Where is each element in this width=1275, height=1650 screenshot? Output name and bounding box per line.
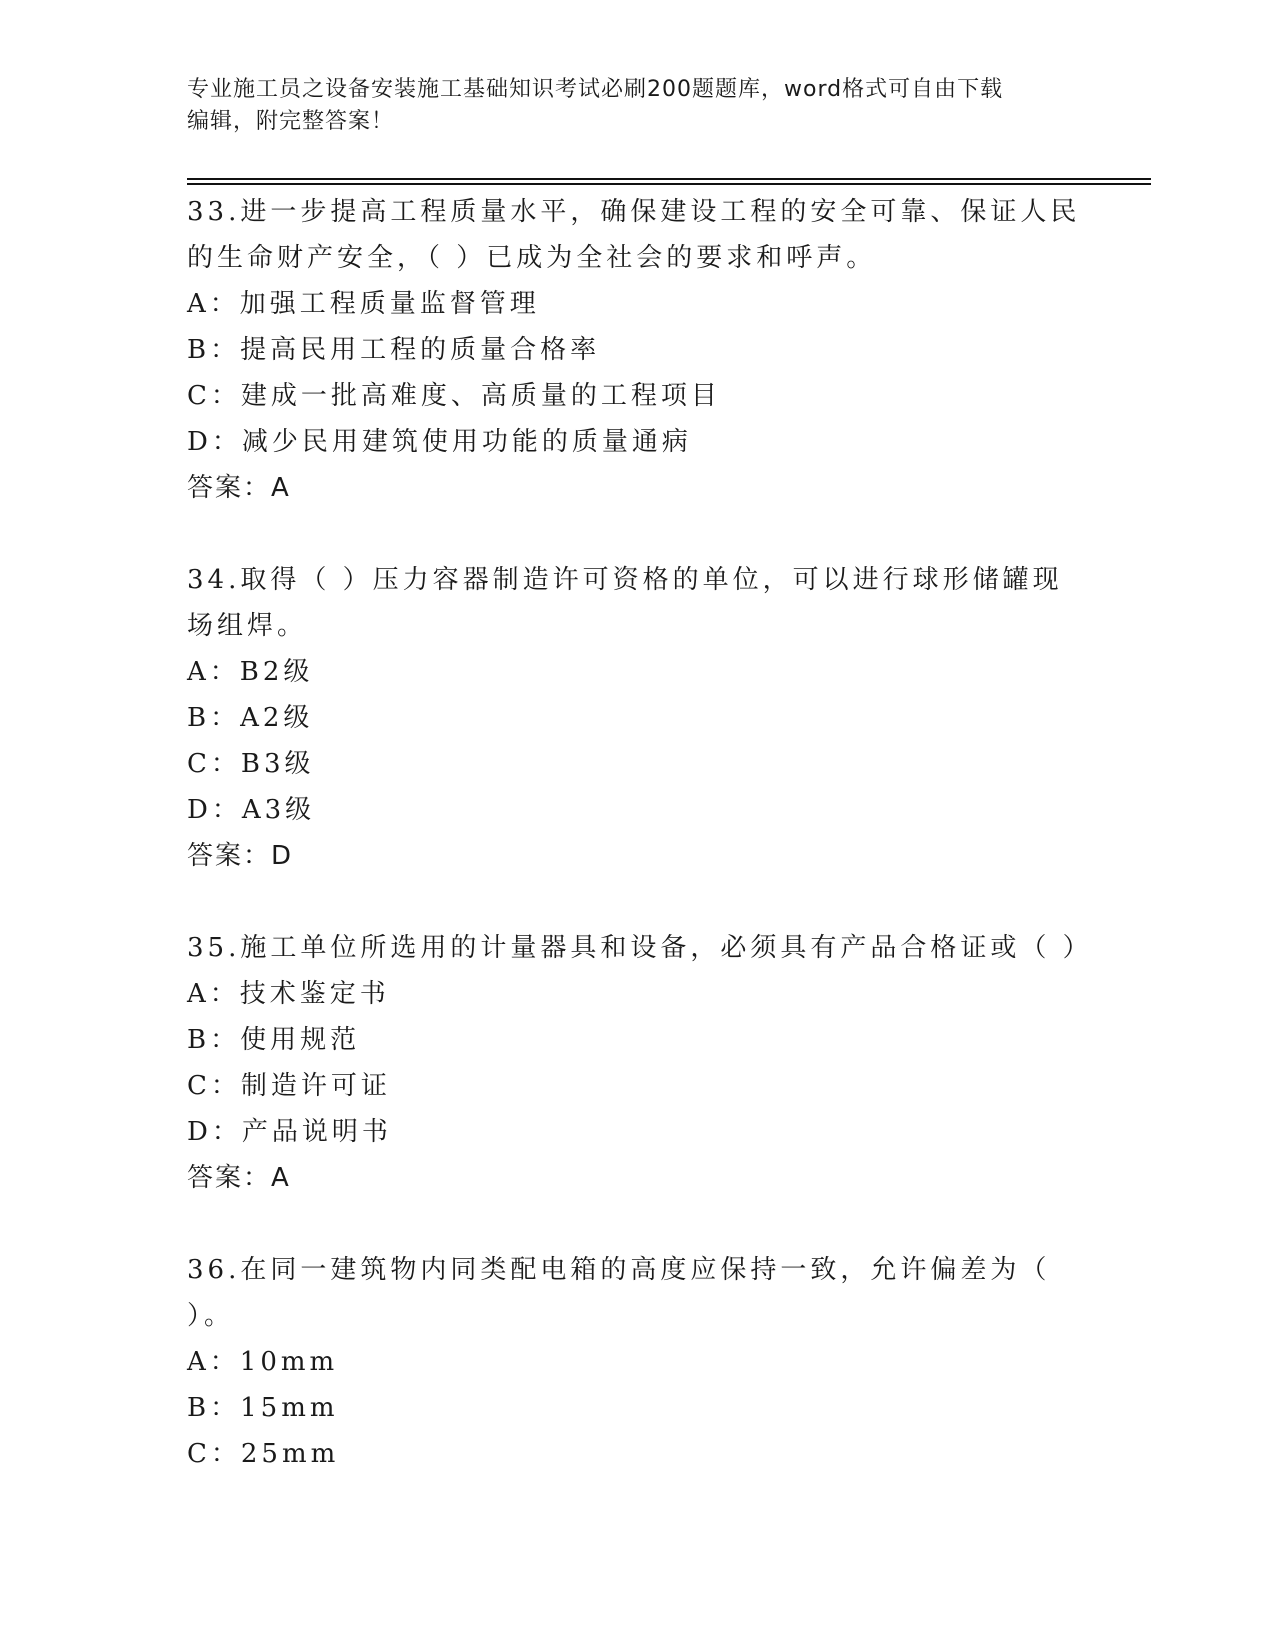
question-list xyxy=(187,189,1093,1523)
question-stem: 33.进一步提高工程质量水平，确保建设工程的安全可靠、保证人民的生命财产安全，（ ）已成为全社会的要求和呼声。 xyxy=(187,197,1081,273)
option-c: C：25mm xyxy=(187,1439,340,1469)
question-stem: 35.施工单位所选用的计量器具和设备，必须具有产品合格证或（ ） xyxy=(187,933,1093,963)
option-b: B：A2级 xyxy=(187,703,314,733)
header-divider-bottom xyxy=(187,183,1151,185)
option-d: D：减少民用建筑使用功能的质量通病 xyxy=(187,427,692,457)
header-title-line-2: 编辑，附完整答案！ xyxy=(187,109,395,134)
option-c: C：制造许可证 xyxy=(187,1071,391,1101)
option-c: C：B3级 xyxy=(187,749,315,779)
question-34 xyxy=(187,557,1087,879)
option-a: A：B2级 xyxy=(187,657,314,687)
option-c: C：建成一批高难度、高质量的工程项目 xyxy=(187,381,721,411)
option-b: B：使用规范 xyxy=(187,1025,361,1055)
answer-line: 答案：A xyxy=(187,473,291,503)
question-33 xyxy=(187,189,1087,511)
header-divider-top xyxy=(187,178,1151,180)
question-36 xyxy=(187,1247,1087,1477)
question-stem: 36.在同一建筑物内同类配电箱的高度应保持一致，允许偏差为（ ）。 xyxy=(187,1255,1051,1331)
answer-line: 答案：D xyxy=(187,841,294,871)
option-a: A：加强工程质量监督管理 xyxy=(187,289,540,319)
answer-line: 答案：A xyxy=(187,1163,291,1193)
option-a: A：10mm xyxy=(187,1347,339,1377)
question-35 xyxy=(187,925,1093,1201)
document-header xyxy=(187,74,1067,138)
option-d: D：产品说明书 xyxy=(187,1117,392,1147)
option-a: A：技术鉴定书 xyxy=(187,979,390,1009)
option-b: B：15mm xyxy=(187,1393,339,1423)
question-stem: 34.取得（ ）压力容器制造许可资格的单位，可以进行球形储罐现场组焊。 xyxy=(187,565,1063,641)
option-d: D：A3级 xyxy=(187,795,316,825)
option-b: B：提高民用工程的质量合格率 xyxy=(187,335,601,365)
header-title-line-1: 专业施工员之设备安装施工基础知识考试必刷200题题库，word格式可自由下载 xyxy=(187,77,1004,102)
